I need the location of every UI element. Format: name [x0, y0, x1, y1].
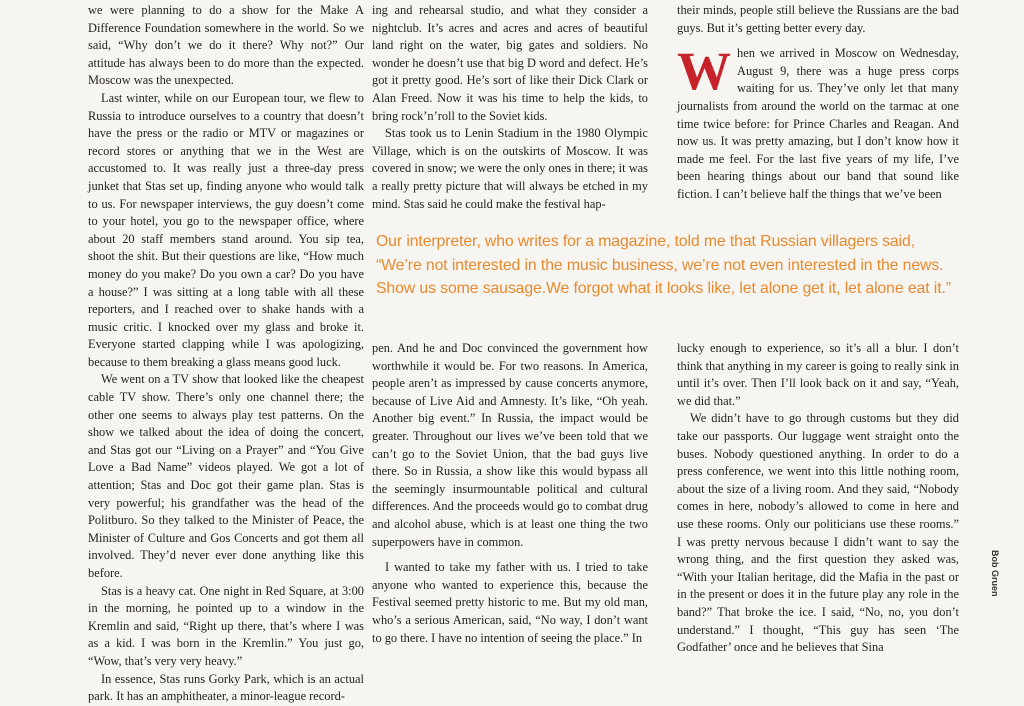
- paragraph: pen. And he and Doc convinced the government how worthwhile it would be. For two reasons. In America, people aren’t as impressed by cause concerts anymore, because of Live Aid and Amnesty. It’s like, “Oh yeah. Another big event.” In Russia, the impact would be greater. Throughout our lives we’ve been told that we can’t go to the Soviet Union, that the bad guys live there. So in Russia, a show like this would bypass all the seemingly insurmountable political and cultural differences. And the proceeds would go to combat drug and alcohol abuse, which is at least one thing the two superpowers have in common.: [372, 341, 648, 549]
- pull-quote-line: “We’re not interested in the music business, we’re not even interested in the news.: [376, 256, 944, 274]
- paragraph: we were planning to do a show for the Make A Difference Foundation somewhere in the world. So we said, “Why don’t we do it there? Why not?” Our attitude has always been to do more than the expected. Moscow was the unexpected.: [88, 3, 364, 88]
- drop-cap: W: [677, 41, 731, 102]
- pull-quote-line: Show us some sausage.We forgot what it looks like, let alone get it, let alone eat it.”: [376, 280, 951, 297]
- paragraph: ing and rehearsal studio, and what they consider a nightclub. It’s acres and acres and acres of beautiful land right on the water, big gates and soldiers. No wonder he doesn’t use that big D word and defect. He’s got it pretty good. He’s sort of like their Dick Clark or Alan Freed. Now it was his time to help the kids, to bring rock’n’roll to the Soviet kids.: [372, 3, 648, 123]
- article-column-3-top: [677, 2, 959, 201]
- paragraph: lucky enough to experience, so it’s all a blur. I don’t think that anything in my career is going to really sink in until it’s over. Then I’ll look back on it and say, “Yeah, we did that.”: [677, 341, 959, 408]
- photo-credit: Bob Gruen: [990, 550, 1000, 597]
- article-column-1: [88, 2, 364, 704]
- pull-quote: [376, 230, 976, 301]
- paragraph: I wanted to take my father with us. I tried to take anyone who wanted to experience this, because the Festival seemed pretty historic to me. But my old man, who’s a serious American, said, “No way, I don’t want to go there. I have no intention of seeing the place.” In: [372, 560, 648, 645]
- paragraph: We didn’t have to go through customs but they did take our passports. Our luggage went straight onto the buses. Nobody questioned anything. In order to do a press conference, we went into this little nothing room, about the size of a living room. And they said, “Nobody comes in here, nobody’s allowed to come in here and use these rooms. Only our politicians use these rooms.” I was pretty nervous because I didn’t want to say the wrong thing, and the first question they asked was, “With your Italian heritage, did the Mafia in the past or in the present or does it in the future play any role in the band?” That broke the ice. I said, “No, no, you don’t understand.” I thought, “This guy has seen ‘The Godfather’ once and he believes that Sina: [677, 411, 959, 655]
- section-body: hen we arrived in Moscow on Wednesday, August 9, there was a huge press corps waiting for us. They’ve only let that many journalists from around the world on the tarmac at one time twice before: for Prince Charles and Reagan. And now us. It was pretty amazing, but I don’t know how it made me feel. For the last five years of my life, I’ve been hearing things about our band that sound like fiction. I can’t believe half the things that we’ve been: [677, 46, 959, 201]
- paragraph: Stas is a heavy cat. One night in Red Square, at 3:00 in the morning, he pointed up to a window in the Kremlin and said, “Right up there, that’s where I was as a kid. I was born in the Kremlin.” You just go, “Wow, that’s very very heavy.”: [88, 583, 364, 668]
- section-opening: [677, 41, 959, 203]
- paragraph: In essence, Stas runs Gorky Park, which is an actual park. It has an amphitheater, a minor-league record-: [88, 671, 364, 704]
- paragraph: their minds, people still believe the Russians are the bad guys. But it’s getting better every day.: [677, 3, 959, 35]
- pull-quote-line: Our interpreter, who writes for a magazine, told me that Russian villagers said,: [376, 233, 915, 250]
- article-column-2-top: [372, 2, 648, 211]
- paragraph: Last winter, while on our European tour, we flew to Russia to introduce ourselves to a country that doesn’t have the press or the radio or MTV or magazines or record stores or anything that we in the West are accustomed to. It was really just a three-day press junket that Stas set up, finding anyone who would talk to us. For newspaper interviews, the guy doesn’t come to your hotel, you go to the newspaper office, where about 20 staff members stand around. You sip tea, shoot the shit. But their questions are like, “How much money do you make? Do you own a car? Do you have a house?” I was sitting at a long table with all these reporters, and I reached over to shake hands with a music critic. I knocked over my glass and broke it. Everyone started clapping while I was apologizing, because to them breaking a glass means good luck.: [88, 90, 364, 369]
- paragraph: Stas took us to Lenin Stadium in the 1980 Olympic Village, which is on the outskirts of Moscow. It was covered in snow; we were the only ones in there; it was a really pretty picture that will always be etched in my mind. Stas said he could make the festival hap-: [372, 126, 648, 211]
- article-column-3-bottom: [677, 340, 959, 655]
- paragraph: We went on a TV show that looked like the cheapest cable TV show. There’s only one channel there; the other one seems to always play test patterns. On the show we talked about the idea of doing the concert, and Stas got our “Living on a Prayer” and “You Give Love a Bad Name” videos played. We got a lot of attention; Stas and Doc got their game plan. Stas is very powerful; his grandfather was the head of the Politburo. So they talked to the Minister of Peace, the Minister of Culture and Gos Concerts and got them all involved. They’d never ever done anything like this before.: [88, 372, 364, 580]
- article-column-2-bottom: [372, 340, 648, 645]
